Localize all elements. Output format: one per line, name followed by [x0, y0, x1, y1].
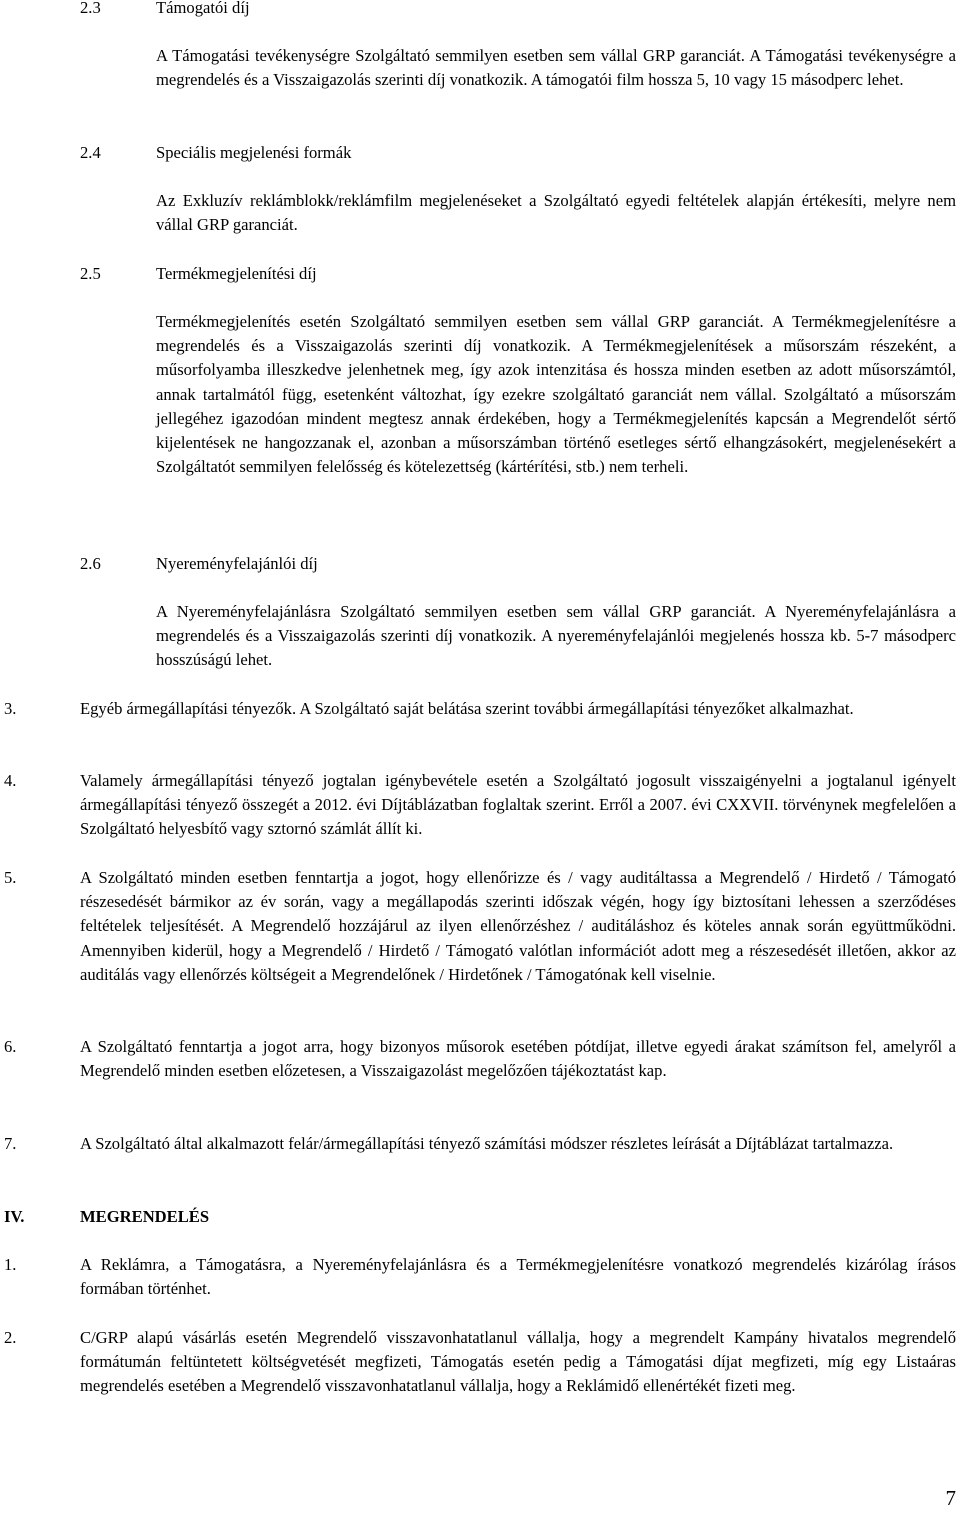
section-title: Nyereményfelajánlói díj: [156, 554, 318, 573]
item-text: Valamely ármegállapítási tényező jogtalan igénybevétele esetén a Szolgáltató jogosult visszaigényelni a jogtalanul igényelt ármegállapítási tényező összegét a 2012. évi Díjtáblázatban foglaltak szerint. Erről a 2007. évi CXXVII. törvénynek megfelelően a Szolgáltató helyesbítő vagy sztornó számlát állít ki.: [80, 771, 956, 839]
section-number: 2.3: [80, 0, 101, 17]
item-text: A Szolgáltató fenntartja a jogot arra, hogy bizonyos műsorok esetében pótdíjat, illetve egyedi árakat számítson fel, amelyről a Megrendelő minden esetben előzetesen, a Visszaigazolást megelőzően tájékoztatást kap.: [80, 1037, 956, 1081]
item-number: 5.: [4, 868, 17, 887]
section-body: A Nyereményfelajánlásra Szolgáltató semmilyen esetben sem vállal GRP garanciát. A Nyereményfelajánlásra a megrendelés és a Visszaigazolás szerinti díj vonatkozik. A nyereményfelajánlói megjelenés hossza kb. 5-7 másodperc hosszúságú lehet.: [156, 602, 956, 670]
order-item-text: C/GRP alapú vásárlás esetén Megrendelő visszavonhatatlanul vállalja, hogy a megrendelt Kampány hivatalos megrendelő formátumán feltüntetett költségvetését megfizeti, Támogatás esetén pedig a Támogatási díjat megfizeti, míg egy Listaáras megrendelés esetében a Megrendelő visszavonhatatlanul vállalja, hogy a Reklámidő ellenértékét fizeti meg.: [80, 1328, 956, 1396]
item-text: A Szolgáltató minden esetben fenntartja a jogot, hogy ellenőrizze és / vagy auditáltassa a Megrendelő / Hirdető / Támogató részesedését bármikor az év során, vagy a megállapodás szerinti időszak végén, hogy így biztosítani lehessen a szerződéses feltételek teljesítését. A Megrendelő hozzájárul az ilyen ellenőrzéshez / auditáláshoz és köteles annak során együttműködni. Amennyiben kiderül, hogy a Megrendelő / Hirdető / Támogató valótlan információt adott meg a részesedését illetően, akkor az auditálás vagy ellenőrzés költségeit a Megrendelőnek / Hirdetőnek / Támogatónak kell viselnie.: [80, 868, 956, 984]
item-text: Egyéb ármegállapítási tényezők. A Szolgáltató saját belátása szerint további ármegállapítási tényezőket alkalmazhat.: [80, 699, 854, 718]
item-number: 4.: [4, 771, 17, 790]
section-body: Az Exkluzív reklámblokk/reklámfilm megjelenéseket a Szolgáltató egyedi feltételek alapján értékesíti, melyre nem vállal GRP garanciát.: [156, 191, 956, 235]
section-body: A Támogatási tevékenységre Szolgáltató semmilyen esetben sem vállal GRP garanciát. A Támogatási tevékenységre a megrendelés és a Visszaigazolás szerinti díj vonatkozik. A támogatói film hossza 5, 10 vagy 15 másodperc lehet.: [156, 46, 956, 90]
section-title: Termékmegjelenítési díj: [156, 264, 317, 283]
item-number: 7.: [4, 1134, 17, 1153]
order-item-text: A Reklámra, a Támogatásra, a Nyereményfelajánlásra és a Termékmegjelenítésre vonatkozó megrendelés kizárólag írásos formában történhet.: [80, 1255, 956, 1299]
chapter-number: IV.: [4, 1207, 25, 1226]
section-body: Termékmegjelenítés esetén Szolgáltató semmilyen esetben sem vállal GRP garanciát. A Termékmegjelenítésre a megrendelés és a Visszaigazolás szerinti díj vonatkozik. A Termékmegjelenítések a műsorszám részeként, a műsorfolyamba illeszkedve jelenhetnek meg, így azok intenzitása és hossza minden esetben az adott műsorszámtól, annak tartalmától függ, esetenként változhat, így ezekre szolgáltató garanciát nem vállal. Szolgáltató a műsorszám jellegéhez igazodóan mindent megtesz annak érdekében, hogy a Termékmegjelenítés kapcsán a Megrendelőt sértő kijelentések ne hangozzanak el, azonban a műsorszámban történő esetleges sértő elhangzásokért, megjelenésekért a Szolgáltatót semmilyen felelősség és kötelezettség (kártérítési, stb.) nem terheli.: [156, 312, 956, 477]
item-text: A Szolgáltató által alkalmazott felár/ármegállapítási tényező számítási módszer részletes leírását a Díjtáblázat tartalmazza.: [80, 1134, 894, 1153]
order-item-number: 1.: [4, 1255, 17, 1274]
section-number: 2.6: [80, 554, 101, 573]
section-number: 2.5: [80, 264, 101, 283]
page-number: 7: [945, 1486, 956, 1510]
section-number: 2.4: [80, 143, 101, 162]
chapter-title: MEGRENDELÉS: [80, 1207, 210, 1226]
item-number: 6.: [4, 1037, 17, 1056]
item-number: 3.: [4, 699, 17, 718]
section-title: Támogatói díj: [156, 0, 250, 17]
section-title: Speciális megjelenési formák: [156, 143, 352, 162]
order-item-number: 2.: [4, 1328, 17, 1347]
